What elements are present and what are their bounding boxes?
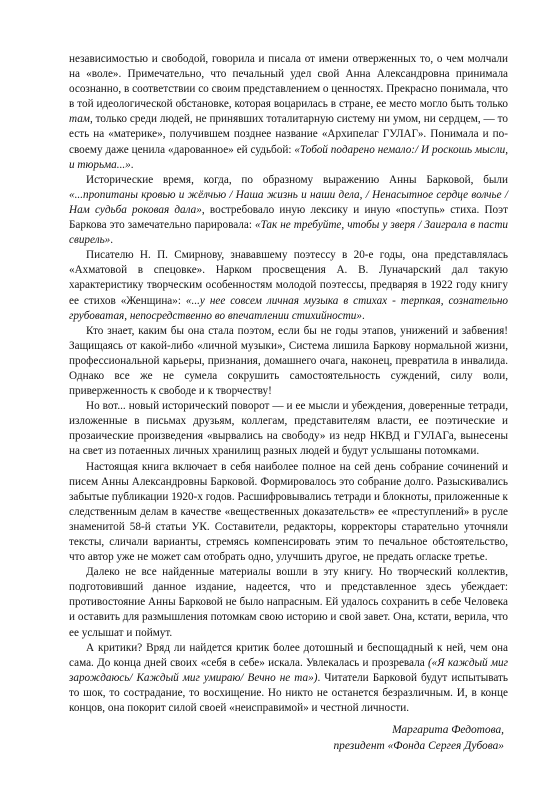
paragraph: Далеко не все найденные материалы вошли в эту книгу. Но творческий коллектив, подготовивший данное издание, надеется, что и представленное здесь убеждает: противостояние Анны Барковой не было напрасным. Ей удалось сохранить в себе Человека и оставить для размышления потомкам свою историю и свой завет. Она, кстати, верила, что ее услышат и поймут. [69,566,508,639]
paragraph: Исторические время, когда, по образному выражению Анны Барковой, были «...пропитаны кровью и жёлчью / Наша жизнь и наши дела, / Ненасытное сердце волчье / Нам судьба роковая дала», востребовало иную лексику и иную «поступь» стиха. Поэт Баркова это замечательно парировала: «Так не требуйте, чтобы у зверя / Заиграла в пасти свирель». [69,173,508,247]
paragraph: независимостью и свободой, говорила и писала от имени отверженных то, о чем молчали на «воле». Примечательно, что печальный удел свой Анна Александровна принимала осознанно, в соответствии со своим представлением о ценностях. Прекрасно понимала, что в той идеологической обстановке, которая воцарилась в стране, ее место могло быть только там, только среди людей, не принявших тоталитарную систему ни умом, ни сердцем, — то есть на «материке», получившем позднее название «Архипелаг ГУЛАГ». Понимала и по-своему даже ценила «дарованное» ей судьбой: «Тобой подарено немало:/ И роскошь мысли, и тюрьма...». [69,53,508,171]
paragraph: Кто знает, каким бы она стала поэтом, если бы не годы этапов, унижений и забвения! Защищаясь от какой-либо «личной музыки», Система лишила Баркову нормальной жизни, профессиональной карьеры, признания, домашнего очага, наконец, превратила в инвалида. Однако все же не сумела сокрушить самостоятельность суждений, силу воли, приверженность к свободе и к творчеству! [69,324,508,398]
paragraph: Но вот... новый исторический поворот — и ее мысли и убеждения, доверенные тетради, изложенные в письмах друзьям, коллегам, представителям власти, ее поэтические и прозаические произведения «вырвались на свободу» из недр НКВД и ГУЛАГа, вынесены на свет из потаенных личных хранилищ разных людей и будут услышаны потомками. [69,400,508,458]
article-body [69,52,508,716]
signature-name: Маргарита Федотова, [392,724,504,736]
signature-block [244,723,504,754]
paragraph: А критики? Вряд ли найдется критик более дотошный и беспощадный к ней, чем она сама. До конца дней своих «себя в себе» искала. Увлекалась и прозревала («Я каждый миг зарождаюсь/ Каждый миг умираю/ Вечно не та»). Читатели Барковой будут испытывать то шок, то сострадание, то восхищение. Но никто не останется безразличным. И, в конце концов, она покорит силой своей «неисправимой» и честной личности. [69,641,509,715]
paragraph: Настоящая книга включает в себя наиболее полное на сей день собрание сочинений и писем Анны Александровны Барковой. Формировалось это собрание долго. Разыскивались забытые публикации 1920-х годов. Расшифровывались тетради и блокноты, приложенные к следственным делам в качестве «вещественных доказательств» ее «преступлений» в русле знаменитой 58-й статьи УК. Составители, редакторы, корректоры старательно уточняли тексты, сличали варианты, стремясь компенсировать этим то печальное обстоятельство, что автор уже не может сам отобрать одно, улучшить другое, не предать огласке третье. [69,460,508,564]
signature-title: президент «Фонда Сергея Дубова» [333,739,504,752]
paragraph: Писателю Н. П. Смирнову, знававшему поэтессу в 20-е годы, она представлялась «Ахматовой в спецовке». Нарком просвещения А. В. Луначарский дал такую характеристику творческим особенностям молодой поэтессы, предваряя в 1922 году книгу ее стихов «Женщина»: «...у нее совсем личная музыка в стихах - терпкая, сознательно грубоватая, непосредственно во впечатлении стихийности». [69,249,509,322]
